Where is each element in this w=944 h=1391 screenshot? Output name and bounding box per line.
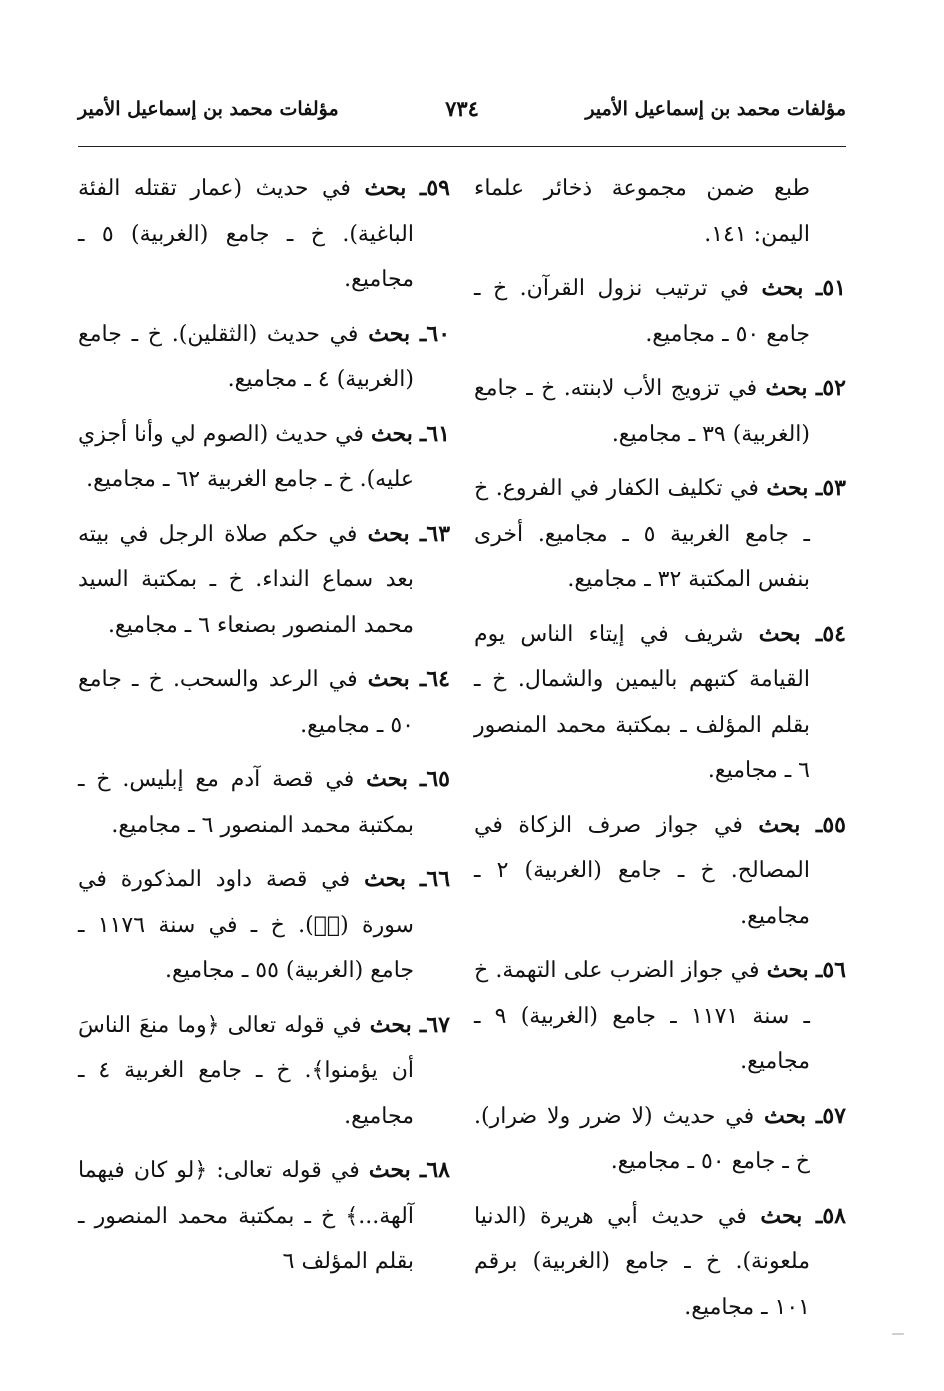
entry-title: بحث [761,275,804,301]
entry-number: ٥٣ـ [815,475,846,501]
entry-title: بحث [367,520,410,547]
entry-text: في ترتيب نزول القرآن. خ ـ جامع ٥٠ ـ مجاميع. [474,276,810,347]
entry-text: في قصة آدم مع إبليس. خ ـ بمكتبة محمد المنصور ٦ ـ مجاميع. [78,767,414,838]
entry-title: بحث [367,666,410,692]
running-header [78,92,846,136]
entry-title: بحث [364,866,406,892]
entry-text: في جواز الضرب على التهمة. خ ـ سنة ١١٧١ ـ جامع (الغربية) ٩ ـ مجاميع. [474,958,810,1074]
entry-text: طبع ضمن مجموعة ذخائر علماء اليمن: ١٤١. [474,176,810,247]
header-title-right: مؤلفات محمد بن إسماعيل الأمير [585,98,846,120]
page-number: ٧٣٤ [445,96,479,121]
entry-text: في حديث (عمار تقتله الفئة الباغية). خ ـ جامع (الغربية) ٥ ـ مجاميع. [78,176,414,292]
entry-number: ٥١ـ [815,275,846,301]
list-item [474,266,846,357]
entry-title: بحث [758,620,801,647]
entry-text: في حديث (الثقلين). خ ـ جامع (الغربية) ٤ ـ مجاميع. [78,321,414,392]
entry-text: في قصة داود المذكورة في سورة (صۤ). خ ـ في سنة ١١٧٦ ـ جامع (الغربية) ٥٥ ـ مجاميع. [78,867,414,983]
list-item [474,948,846,1085]
list-item [78,657,450,748]
entry-title: بحث [366,766,409,792]
entry-number: ٦٤ـ [419,666,450,692]
entry-number: ٥٧ـ [815,1102,846,1129]
list-item [78,412,450,503]
left-column [78,166,450,1294]
entry-text: في حديث (لا ضرر ولا ضرار). خ ـ جامع ٥٠ ـ مجاميع. [474,1103,810,1174]
list-item [474,166,846,257]
entry-title: بحث [368,320,411,347]
entry-number: ٥٥ـ [815,811,846,838]
entry-title: بحث [765,375,808,401]
entry-text: في الرعد والسحب. خ ـ جامع ٥٠ ـ مجاميع. [78,667,414,738]
list-item [78,1148,450,1285]
entry-text: في حديث (الصوم لي وأنا أجزي عليه). خ ـ جامع الغربية ٦٢ ـ مجاميع. [78,421,414,492]
entry-number: ٥٦ـ [815,957,846,983]
right-column [474,166,846,1339]
entry-number: ٥٩ـ [419,175,450,201]
entry-title: بحث [766,957,809,983]
scan-mark [892,1333,904,1335]
entry-number: ٦٥ـ [419,766,450,792]
entry-title: بحث [364,175,407,201]
entry-text: في قوله تعالى ﴿وما منعَ الناسَ أن يؤمنوا﴾. خ ـ جامع الغربية ٤ ـ مجاميع. [78,1012,414,1129]
entry-text: في حكم صلاة الرجل في بيته بعد سماع النداء. خ ـ بمكتبة السيد محمد المنصور بصنعاء ٦ ـ مجاميع. [78,521,414,638]
list-item [78,857,450,994]
entry-title: بحث [758,811,801,838]
entry-text: شريف في إيتاء الناس يوم القيامة كتبهم باليمين والشمال. خ ـ بقلم المؤلف ـ بمكتبة محمد المنصور ٦ ـ مجاميع. [474,621,810,783]
entry-number: ٦٧ـ [419,1011,450,1038]
entry-text: في قوله تعالى: ﴿لو كان فيهما آلهة...﴾ خ ـ بمكتبة محمد المنصور ـ بقلم المؤلف ٦ [78,1158,414,1274]
entry-text: في تكليف الكفار في الفروع. خ ـ جامع الغربية ٥ ـ مجاميع. أخرى بنفس المكتبة ٣٢ ـ مجاميع. [474,476,810,592]
header-divider [78,146,846,147]
list-item [78,1003,450,1140]
entry-number: ٦٨ـ [419,1157,450,1183]
list-item [474,612,846,794]
entry-title: بحث [764,1102,806,1129]
entry-title: بحث [766,475,809,501]
entry-title: بحث [760,1202,803,1229]
list-item [78,757,450,848]
entry-text: في حديث أبي هريرة (الدنيا ملعونة). خ ـ جامع (الغربية) برقم ١٠١ ـ مجاميع. [474,1203,810,1320]
list-item [474,803,846,940]
list-item [474,366,846,457]
list-item [78,166,450,303]
entry-number: ٥٨ـ [815,1202,846,1229]
list-item [474,1094,846,1185]
entry-text: في جواز صرف الزكاة في المصالح. خ ـ جامع (الغربية) ٢ ـ مجاميع. [474,812,810,929]
entry-number: ٦١ـ [419,420,450,447]
list-item [474,1194,846,1331]
entry-title: بحث [370,420,413,447]
entry-number: ٥٢ـ [815,375,846,401]
header-title-left: مؤلفات محمد بن إسماعيل الأمير [78,98,339,120]
entry-number: ٦٠ـ [419,320,451,347]
list-item [78,312,450,403]
entry-number: ٦٦ـ [419,866,451,892]
entry-title: بحث [368,1157,411,1183]
entry-title: بحث [369,1011,412,1038]
list-item [474,466,846,603]
entry-number: ٦٣ـ [419,520,451,547]
list-item [78,512,450,649]
entry-number: ٥٤ـ [815,620,846,647]
entry-text: في تزويج الأب لابنته. خ ـ جامع (الغربية) ٣٩ ـ مجاميع. [474,376,810,447]
